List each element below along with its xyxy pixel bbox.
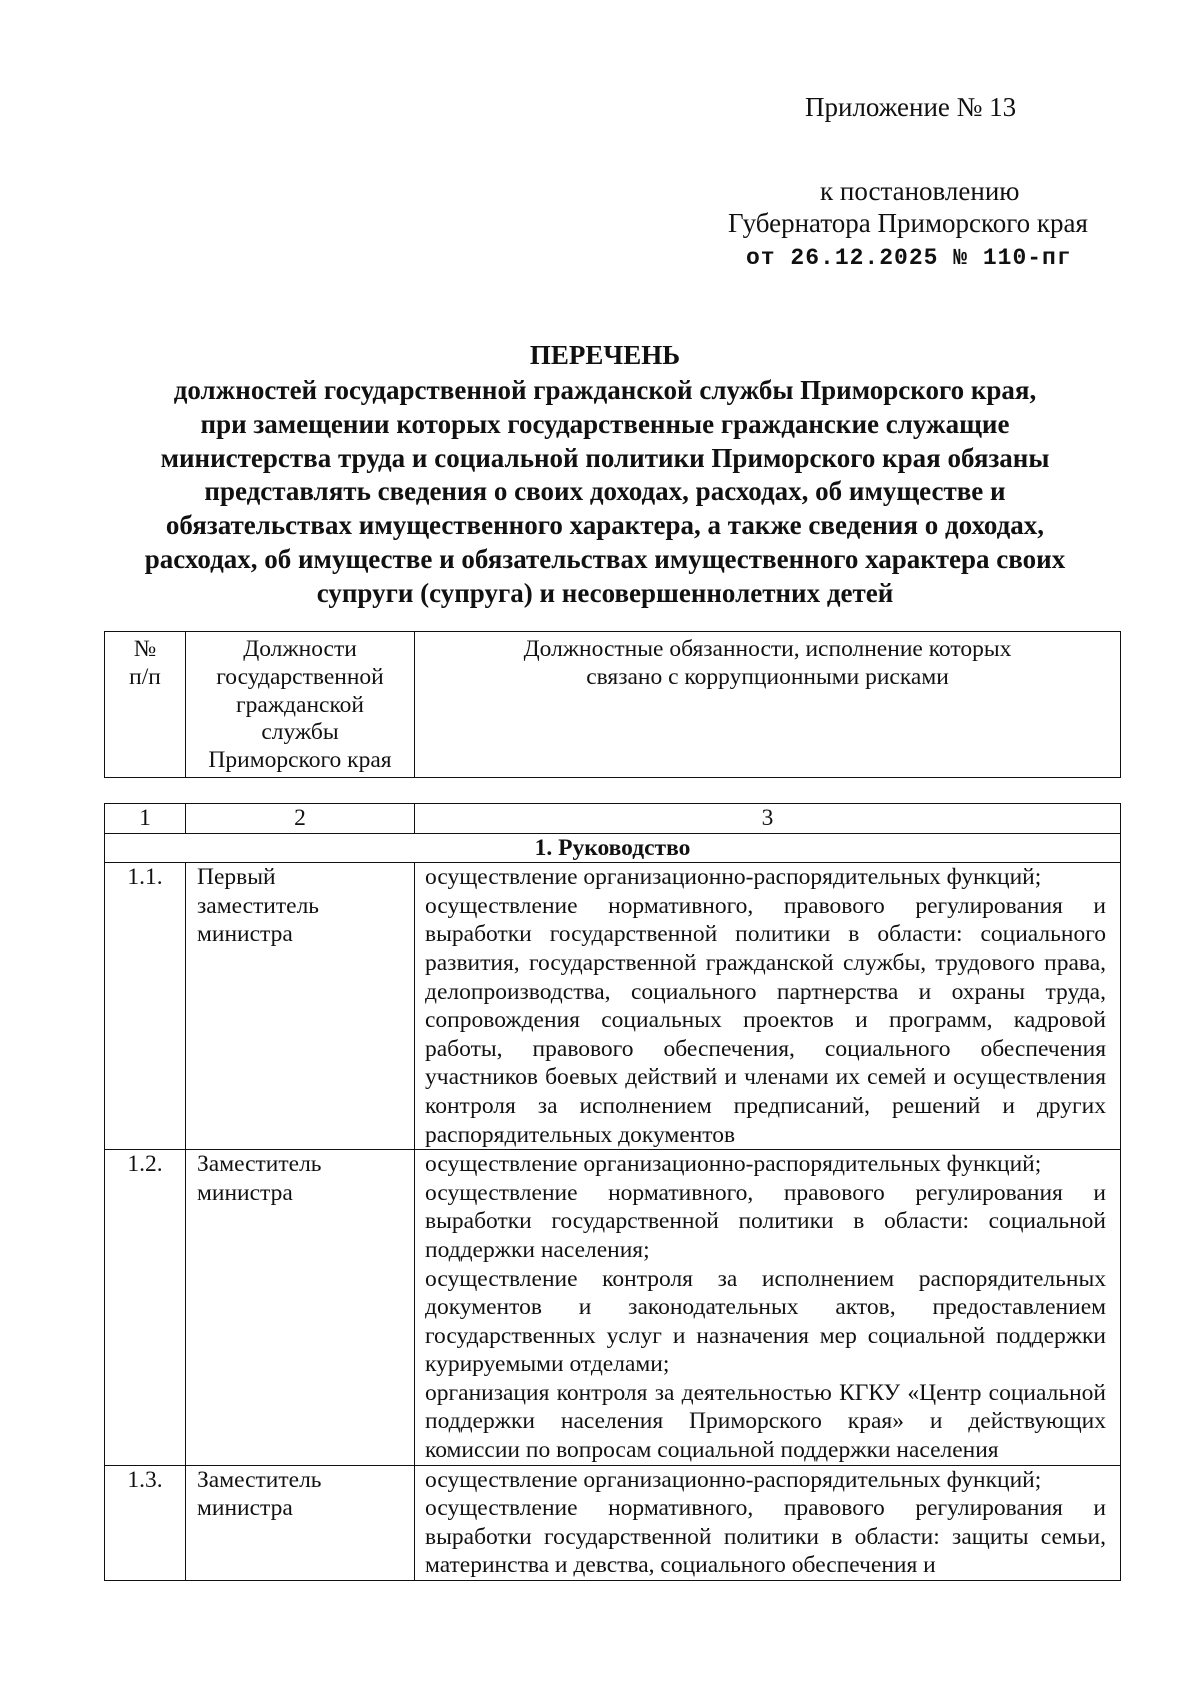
section-row xyxy=(105,833,1121,863)
row-number: 1.2. xyxy=(105,1150,186,1466)
document-title: ПЕРЕЧЕНЬ xyxy=(529,340,681,370)
header-duties-cell: Должностные обязанности, исполнение которых связано с коррупционными рисками xyxy=(415,632,1121,778)
numbering-cell: 2 xyxy=(186,804,415,834)
table-row xyxy=(105,863,1121,1150)
approval-line-1: к постановлению xyxy=(820,176,1020,206)
header-position-cell: Должности государственной гражданской службы Приморского края xyxy=(186,632,415,778)
approval-line-2: Губернатора Приморского края xyxy=(728,208,1088,238)
duty-paragraph: осуществление организационно-распорядительных функций; xyxy=(425,1466,1042,1493)
appendix-title: Приложение № 13 xyxy=(805,92,1017,122)
duties-cell xyxy=(415,1465,1121,1580)
subtitle-line: министерства труда и социальной политики Приморского края обязаны xyxy=(160,442,1050,473)
position-title: Первый заместитель министра xyxy=(186,863,415,1150)
row-number: 1.1. xyxy=(105,863,186,1150)
duties-cell xyxy=(415,1150,1121,1466)
column-header-table xyxy=(104,631,1121,778)
duty-paragraph: организация контроля за деятельностью КГКУ «Центр социальной поддержки населения Приморского края» и действующих комиссии по вопросам социальной поддержки населения xyxy=(425,1379,1106,1464)
table-row xyxy=(105,1465,1121,1580)
subtitle-line: должностей государственной гражданской службы Приморского края, xyxy=(173,375,1037,405)
section-heading: 1. Руководство xyxy=(105,833,1121,863)
subtitle-line: обязательствах имущественного характера, а также сведения о доходах, xyxy=(165,510,1045,541)
position-title: Заместитель министра xyxy=(186,1150,415,1466)
positions-table xyxy=(104,803,1121,1581)
column-header-row xyxy=(105,632,1121,778)
duties-cell xyxy=(415,863,1121,1150)
subtitle-line: представлять сведения о своих доходах, расходах, об имуществе и xyxy=(204,476,1006,507)
duty-paragraph: осуществление нормативного, правового регулирования и выработки государственной политики в области: социального развития, государственной гражданской службы, трудового права, делопроизводства, социального партнерства и охраны труда, сопровождения социальных проектов и программ, кадровой работы, правового обеспечения, социального обеспечения участников боевых действий и членами их семей и осуществления контроля за исполнением предписаний, решений и других распорядительных документов xyxy=(425,892,1106,1148)
duty-paragraph: осуществление контроля за исполнением распорядительных документов и законодательных актов, предоставлением государственных услуг и назначения мер социальной поддержки курируемыми отделами; xyxy=(425,1265,1106,1378)
approval-date-number: от 26.12.2025 № 110-пг xyxy=(746,245,1072,271)
document-subtitle xyxy=(110,374,1100,611)
header-number-cell: № п/п xyxy=(105,632,186,778)
position-title: Заместитель министра xyxy=(186,1465,415,1580)
subtitle-line: супруги (супруга) и несовершеннолетних детей xyxy=(316,577,894,608)
numbering-cell: 1 xyxy=(105,804,186,834)
table-row xyxy=(105,1150,1121,1466)
subtitle-line: при замещении которых государственные гражданские служащие xyxy=(200,408,1010,439)
subtitle-line: расходах, об имуществе и обязательствах имущественного характера своих xyxy=(144,543,1066,574)
duty-paragraph: осуществление нормативного, правового регулирования и выработки государственной политики в области: социальной поддержки населения; xyxy=(425,1179,1106,1263)
duty-paragraph: осуществление организационно-распорядительных функций; xyxy=(425,1151,1042,1178)
numbering-cell: 3 xyxy=(415,804,1121,834)
duty-paragraph: осуществление организационно-распорядительных функций; xyxy=(425,864,1042,891)
row-number: 1.3. xyxy=(105,1465,186,1580)
numbering-row xyxy=(105,804,1121,834)
duty-paragraph: осуществление нормативного, правового регулирования и выработки государственной политики в области: защиты семьи, материнства и девства, социального обеспечения и xyxy=(425,1495,1106,1579)
